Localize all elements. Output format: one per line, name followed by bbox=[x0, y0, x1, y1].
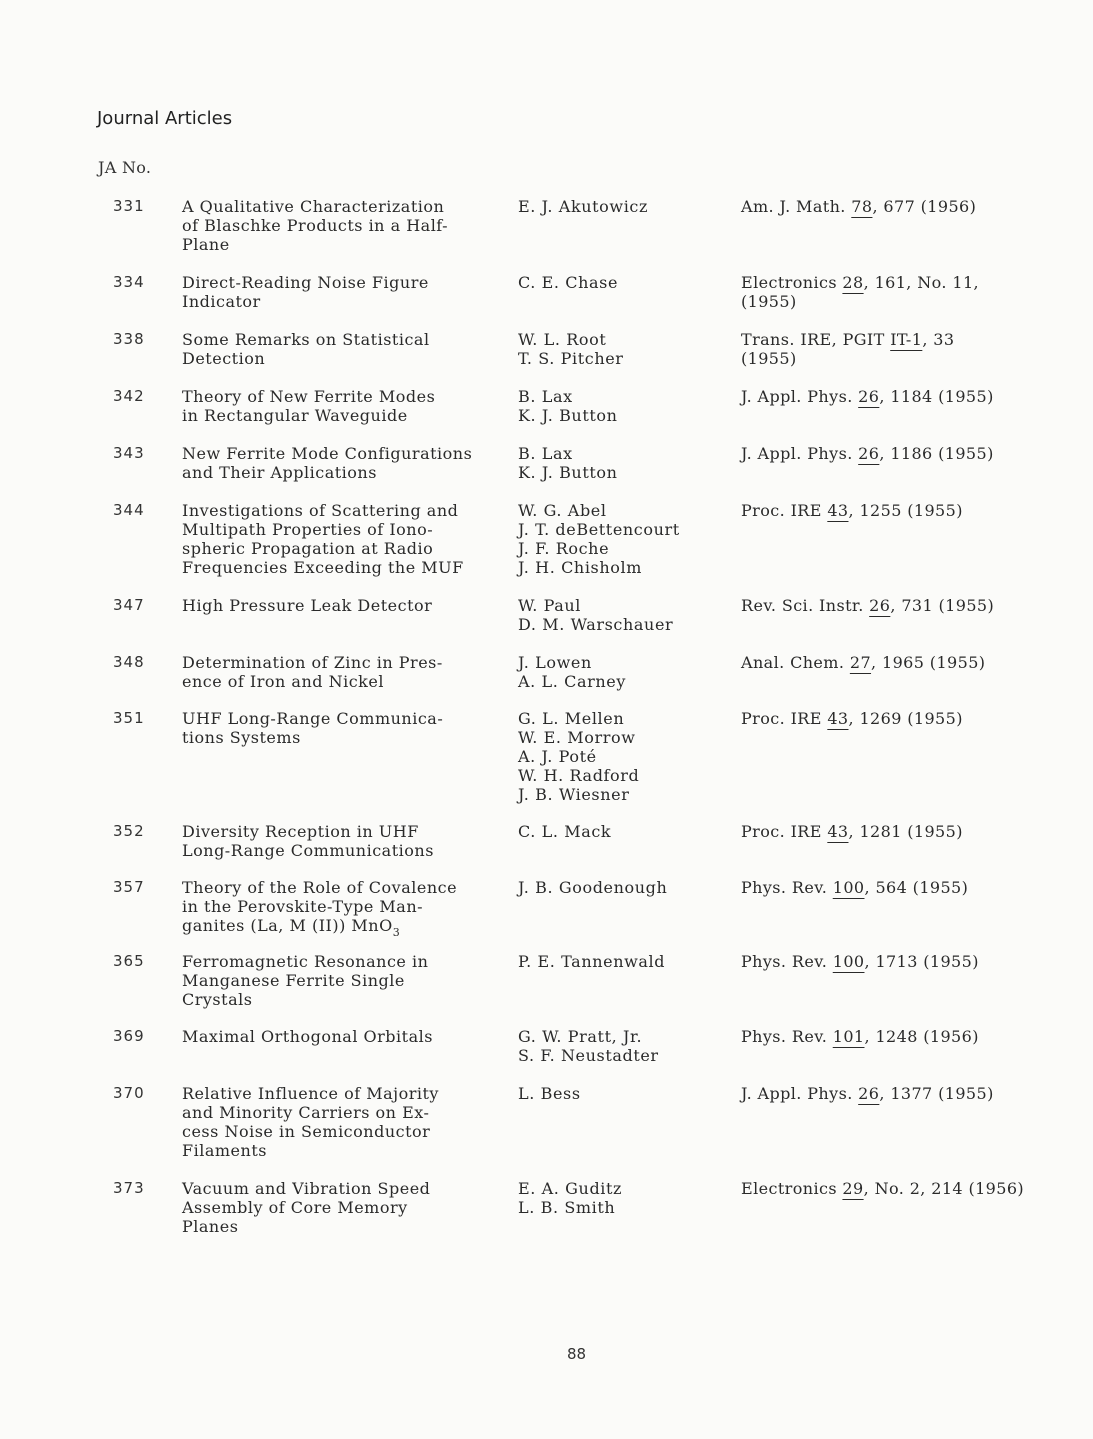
title-line: of Blaschke Products in a Half- bbox=[182, 216, 449, 235]
article-citation bbox=[741, 1179, 1071, 1198]
article-citation bbox=[741, 952, 1071, 971]
article-title bbox=[182, 444, 502, 482]
title-line: Investigations of Scattering and bbox=[182, 501, 459, 520]
article-title bbox=[182, 501, 502, 577]
author: C. E. Chase bbox=[518, 273, 619, 292]
journal-name: Rev. Sci. Instr. bbox=[741, 596, 870, 615]
volume-number: 29 bbox=[842, 1179, 864, 1198]
citation-line bbox=[741, 501, 1071, 520]
title-line bbox=[182, 916, 502, 942]
title-line: in the Perovskite-Type Man- bbox=[182, 897, 424, 916]
volume-number: 26 bbox=[858, 387, 880, 406]
journal-name: Trans. IRE, PGIT bbox=[741, 330, 891, 349]
article-authors bbox=[518, 501, 728, 577]
volume-number: 100 bbox=[832, 878, 865, 897]
page-and-year: , 1184 (1955) bbox=[879, 387, 994, 406]
ja-number: 369 bbox=[113, 1027, 145, 1045]
article-authors bbox=[518, 330, 728, 368]
citation-line bbox=[741, 653, 1071, 672]
journal-name: Am. J. Math. bbox=[741, 197, 852, 216]
citation-line bbox=[741, 387, 1071, 406]
author: W. H. Radford bbox=[518, 766, 640, 785]
ja-number: 344 bbox=[113, 501, 145, 519]
volume-number: 43 bbox=[827, 709, 849, 728]
journal-name: Electronics bbox=[741, 273, 843, 292]
volume-number: IT-1 bbox=[890, 330, 923, 349]
page-and-year: , 564 (1955) bbox=[864, 878, 969, 897]
author: A. L. Carney bbox=[518, 672, 626, 691]
article-citation bbox=[741, 1027, 1071, 1046]
article-authors bbox=[518, 387, 728, 425]
title-line: Multipath Properties of Iono- bbox=[182, 520, 434, 539]
author: W. L. Root bbox=[518, 330, 607, 349]
ja-number: 331 bbox=[113, 197, 145, 215]
volume-number: 78 bbox=[851, 197, 873, 216]
article-title bbox=[182, 273, 502, 311]
volume-number: 43 bbox=[827, 822, 849, 841]
page-and-year: , 1248 (1956) bbox=[864, 1027, 979, 1046]
article-citation bbox=[741, 822, 1071, 841]
article-citation bbox=[741, 273, 1071, 311]
title-line: A Qualitative Characterization bbox=[182, 197, 445, 216]
journal-name: Proc. IRE bbox=[741, 501, 828, 520]
citation-line bbox=[741, 444, 1071, 463]
author: J. T. deBettencourt bbox=[518, 520, 680, 539]
article-authors bbox=[518, 273, 728, 292]
article-title bbox=[182, 197, 502, 254]
article-authors bbox=[518, 952, 728, 971]
article-authors bbox=[518, 1179, 728, 1217]
page-number: 88 bbox=[567, 1345, 587, 1363]
author: J. H. Chisholm bbox=[518, 558, 642, 577]
journal-name: Phys. Rev. bbox=[741, 878, 833, 897]
article-title bbox=[182, 330, 502, 368]
citation-line bbox=[741, 709, 1071, 728]
title-line: UHF Long-Range Communica- bbox=[182, 709, 444, 728]
article-citation bbox=[741, 197, 1071, 216]
page-and-year: , 1269 (1955) bbox=[848, 709, 963, 728]
author: S. F. Neustadter bbox=[518, 1046, 659, 1065]
article-citation bbox=[741, 709, 1071, 728]
title-line: Assembly of Core Memory bbox=[182, 1198, 408, 1217]
ja-number: 365 bbox=[113, 952, 145, 970]
article-title bbox=[182, 596, 502, 615]
article-citation bbox=[741, 878, 1071, 897]
page-and-year: , 1377 (1955) bbox=[879, 1084, 994, 1103]
title-line: Theory of New Ferrite Modes bbox=[182, 387, 436, 406]
article-authors bbox=[518, 1084, 728, 1103]
author: L. B. Smith bbox=[518, 1198, 616, 1217]
article-authors bbox=[518, 596, 728, 634]
ja-number: 357 bbox=[113, 878, 145, 896]
title-line: Long-Range Communications bbox=[182, 841, 434, 860]
author: E. J. Akutowicz bbox=[518, 197, 649, 216]
title-line: Direct-Reading Noise Figure bbox=[182, 273, 429, 292]
citation-line bbox=[741, 197, 1071, 216]
ja-number: 342 bbox=[113, 387, 145, 405]
title-line: Detection bbox=[182, 349, 266, 368]
title-line: Frequencies Exceeding the MUF bbox=[182, 558, 464, 577]
article-authors bbox=[518, 878, 728, 897]
author: D. M. Warschauer bbox=[518, 615, 674, 634]
article-citation bbox=[741, 501, 1071, 520]
ja-number: 351 bbox=[113, 709, 145, 727]
author: J. B. Wiesner bbox=[518, 785, 630, 804]
journal-name: Anal. Chem. bbox=[741, 653, 850, 672]
citation-line bbox=[741, 1084, 1071, 1103]
article-title bbox=[182, 387, 502, 425]
title-line: Determination of Zinc in Pres- bbox=[182, 653, 443, 672]
ja-number: 348 bbox=[113, 653, 145, 671]
article-citation bbox=[741, 444, 1071, 463]
citation-line bbox=[741, 878, 1071, 897]
title-line: Indicator bbox=[182, 292, 261, 311]
journal-name: J. Appl. Phys. bbox=[741, 444, 859, 463]
journal-name: Phys. Rev. bbox=[741, 952, 833, 971]
author: T. S. Pitcher bbox=[518, 349, 624, 368]
citation-line bbox=[741, 822, 1071, 841]
article-title bbox=[182, 822, 502, 860]
page-and-year: , 1186 (1955) bbox=[879, 444, 994, 463]
citation-line: (1955) bbox=[741, 292, 797, 311]
citation-line bbox=[741, 952, 1071, 971]
title-line: spheric Propagation at Radio bbox=[182, 539, 434, 558]
ja-number: 338 bbox=[113, 330, 145, 348]
citation-line bbox=[741, 1179, 1071, 1198]
author: B. Lax bbox=[518, 444, 573, 463]
volume-number: 43 bbox=[827, 501, 849, 520]
author: K. J. Button bbox=[518, 406, 618, 425]
title-line: and Minority Carriers on Ex- bbox=[182, 1103, 430, 1122]
citation-line bbox=[741, 330, 1071, 349]
author: G. L. Mellen bbox=[518, 709, 625, 728]
title-line: Maximal Orthogonal Orbitals bbox=[182, 1027, 433, 1046]
page-and-year: , 1965 (1955) bbox=[871, 653, 986, 672]
article-authors bbox=[518, 1027, 728, 1065]
page-and-year: , 33 bbox=[922, 330, 955, 349]
article-authors bbox=[518, 709, 728, 804]
title-line: New Ferrite Mode Configurations bbox=[182, 444, 473, 463]
ja-number: 334 bbox=[113, 273, 145, 291]
author: P. E. Tannenwald bbox=[518, 952, 666, 971]
page-and-year: , 731 (1955) bbox=[890, 596, 995, 615]
ja-number: 370 bbox=[113, 1084, 145, 1102]
citation-line bbox=[741, 1027, 1071, 1046]
journal-name: J. Appl. Phys. bbox=[741, 1084, 859, 1103]
volume-number: 26 bbox=[869, 596, 891, 615]
volume-number: 26 bbox=[858, 444, 880, 463]
article-authors bbox=[518, 822, 728, 841]
article-citation bbox=[741, 653, 1071, 672]
citation-line bbox=[741, 596, 1071, 615]
author: A. J. Poté bbox=[518, 747, 597, 766]
author: E. A. Guditz bbox=[518, 1179, 623, 1198]
author: J. B. Goodenough bbox=[518, 878, 668, 897]
article-authors bbox=[518, 444, 728, 482]
author: K. J. Button bbox=[518, 463, 618, 482]
journal-name: Proc. IRE bbox=[741, 822, 828, 841]
title-line: and Their Applications bbox=[182, 463, 377, 482]
article-citation bbox=[741, 387, 1071, 406]
journal-name: Electronics bbox=[741, 1179, 843, 1198]
article-title bbox=[182, 653, 502, 691]
title-line: High Pressure Leak Detector bbox=[182, 596, 433, 615]
article-citation bbox=[741, 330, 1071, 368]
ja-number: 347 bbox=[113, 596, 145, 614]
article-citation bbox=[741, 1084, 1071, 1103]
column-header-ja-no: JA No. bbox=[98, 158, 152, 177]
page-and-year: , 677 (1956) bbox=[872, 197, 977, 216]
ja-number: 373 bbox=[113, 1179, 145, 1197]
article-authors bbox=[518, 197, 728, 216]
title-line: Planes bbox=[182, 1217, 239, 1236]
title-line: Crystals bbox=[182, 990, 253, 1009]
author: C. L. Mack bbox=[518, 822, 612, 841]
page-and-year: , 1281 (1955) bbox=[848, 822, 963, 841]
title-line: ence of Iron and Nickel bbox=[182, 672, 384, 691]
volume-number: 28 bbox=[842, 273, 864, 292]
ja-number: 352 bbox=[113, 822, 145, 840]
citation-line bbox=[741, 273, 1071, 292]
title-text: ganites (La, M (II)) MnO bbox=[182, 916, 393, 935]
article-title bbox=[182, 878, 502, 942]
title-line: in Rectangular Waveguide bbox=[182, 406, 408, 425]
journal-name: Proc. IRE bbox=[741, 709, 828, 728]
title-line: Some Remarks on Statistical bbox=[182, 330, 430, 349]
page-and-year: , No. 2, 214 (1956) bbox=[863, 1179, 1025, 1198]
title-line: Manganese Ferrite Single bbox=[182, 971, 405, 990]
subscript: 3 bbox=[392, 926, 401, 939]
title-line: Plane bbox=[182, 235, 230, 254]
ja-number: 343 bbox=[113, 444, 145, 462]
page-and-year: , 161, No. 11, bbox=[863, 273, 980, 292]
title-line: Filaments bbox=[182, 1141, 267, 1160]
title-line: tions Systems bbox=[182, 728, 301, 747]
author: B. Lax bbox=[518, 387, 573, 406]
author: W. Paul bbox=[518, 596, 582, 615]
page-and-year: , 1255 (1955) bbox=[848, 501, 963, 520]
article-title bbox=[182, 709, 502, 747]
title-line: Relative Influence of Majority bbox=[182, 1084, 439, 1103]
page-and-year: , 1713 (1955) bbox=[864, 952, 979, 971]
article-title bbox=[182, 1179, 502, 1236]
article-title bbox=[182, 1084, 502, 1160]
section-heading: Journal Articles bbox=[97, 108, 233, 129]
author: W. E. Morrow bbox=[518, 728, 636, 747]
journal-name: J. Appl. Phys. bbox=[741, 387, 859, 406]
author: L. Bess bbox=[518, 1084, 581, 1103]
author: W. G. Abel bbox=[518, 501, 607, 520]
article-citation bbox=[741, 596, 1071, 615]
volume-number: 101 bbox=[832, 1027, 865, 1046]
volume-number: 27 bbox=[849, 653, 872, 672]
journal-name: Phys. Rev. bbox=[741, 1027, 833, 1046]
author: J. Lowen bbox=[518, 653, 592, 672]
author: J. F. Roche bbox=[518, 539, 610, 558]
title-line: Diversity Reception in UHF bbox=[182, 822, 419, 841]
article-title bbox=[182, 1027, 502, 1046]
title-line: Theory of the Role of Covalence bbox=[182, 878, 458, 897]
title-line: Vacuum and Vibration Speed bbox=[182, 1179, 431, 1198]
article-title bbox=[182, 952, 502, 1009]
citation-line: (1955) bbox=[741, 349, 797, 368]
volume-number: 100 bbox=[832, 952, 865, 971]
volume-number: 26 bbox=[858, 1084, 880, 1103]
title-line: Ferromagnetic Resonance in bbox=[182, 952, 429, 971]
article-authors bbox=[518, 653, 728, 691]
author: G. W. Pratt, Jr. bbox=[518, 1027, 643, 1046]
title-line: cess Noise in Semiconductor bbox=[182, 1122, 431, 1141]
